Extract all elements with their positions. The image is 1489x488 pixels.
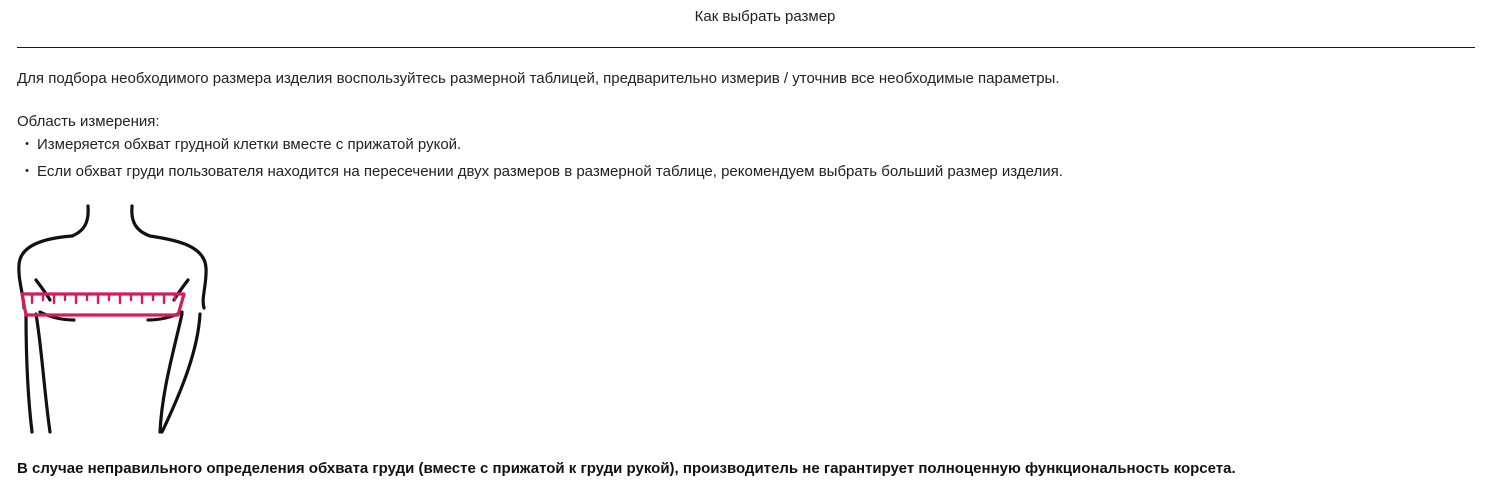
intro-text: Для подбора необходимого размера изделия воспользуйтесь размерной таблицей, предварительно измерив / уточнив все необходимые параметры. [17,70,1060,87]
measurement-area-label: Область измерения: [17,113,160,130]
measurement-instructions-list [17,136,1063,190]
torso-measuring-tape-icon [12,200,217,440]
list-item-text: Измеряется обхват грудной клетки вместе с прижатой рукой. [37,136,462,153]
torso-outline [19,206,206,432]
warning-text: В случае неправильного определения обхвата груди (вместе с прижатой к груди рукой), производитель не гарантирует полноценную функциональность корсета. [17,460,1236,477]
header-divider [17,47,1475,48]
measuring-tape [22,294,184,315]
list-item-text: Если обхват груди пользователя находится на пересечении двух размеров в размерной таблице, рекомендуем выбрать больший размер изделия. [37,163,1063,180]
page-title: Как выбрать размер [694,8,836,25]
list-item [17,136,1063,163]
bullet-icon: • [25,165,29,177]
bullet-icon: • [25,138,29,150]
list-item [17,163,1063,190]
